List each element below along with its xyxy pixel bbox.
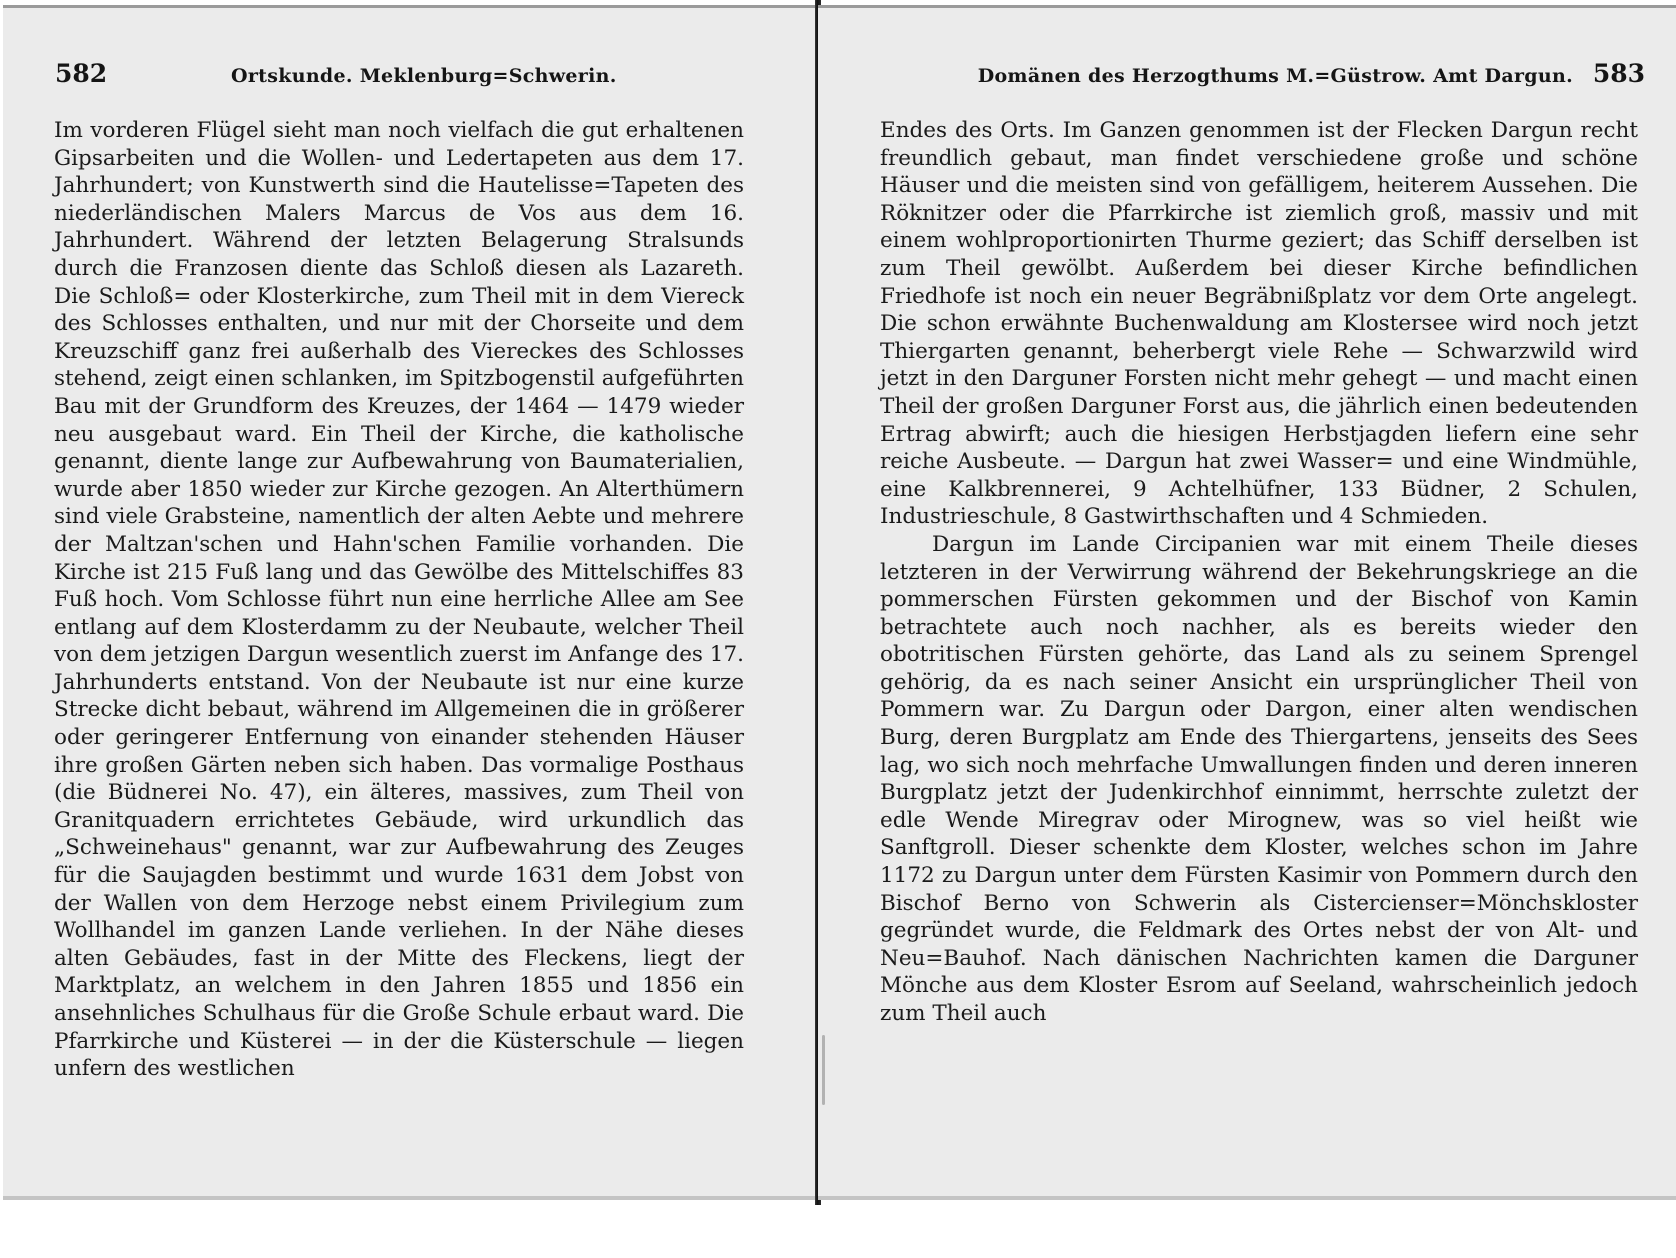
left-running-head: Ortskunde. Meklenburg=Schwerin. xyxy=(231,65,617,87)
left-page-number: 582 xyxy=(55,59,108,88)
page-edge-bottom xyxy=(818,1196,1676,1200)
page-edge-top xyxy=(818,5,1676,8)
right-page-body xyxy=(880,117,1638,1028)
right-paragraph-2: Dargun im Lande Circipanien war mit einem Theile dieses letzteren in der Verwirrung während der Bekehrungskriege an die pommerschen Fürsten gekommen und der Bischof von Kamin betrachtete auch noch nachher, als es bereits wieder den obotritischen Fürsten gehörte, das Land als zu seinem Sprengel gehörig, da es nach seiner Ansicht ein ursprünglicher Theil von Pommern war. Zu Dargun oder Dargon, einer alten wendischen Burg, deren Burgplatz am Ende des Thiergartens, jenseits des Sees lag, wo sich noch mehrfache Umwallungen finden und deren inneren Burgplatz jetzt der Judenkirchhof einnimmt, herrschte zuletzt der edle Wende Miregrav oder Mirognew, was so viel heißt wie Sanftgroll. Dieser schenkte dem Kloster, welches schon im Jahre 1172 zu Dargun unter dem Fürsten Kasimir von Pommern durch den Bischof Berno von Schwerin als Cistercienser=Mönchskloster gegründet wurde, die Feldmark des Ortes nebst der von Alt- und Neu=Bauhof. Nach dänischen Nachrichten kamen die Darguner Mönche aus dem Kloster Esrom auf Seeland, wahrscheinlich jedoch zum Theil auch xyxy=(880,531,1638,1026)
scan-smudge xyxy=(822,1035,825,1105)
right-page-header xyxy=(945,53,1645,93)
left-paragraph-1: Im vorderen Flügel sieht man noch vielfach die gut erhaltenen Gipsarbeiten und die Wollen- und Ledertapeten aus dem 17. Jahrhundert; von Kunstwerth sind die Hautelisse=Tapeten des niederländischen Malers Marcus de Vos aus dem 16. Jahrhundert. Während der letzten Belagerung Stralsunds durch die Franzosen diente das Schloß diesen als Lazareth. Die Schloß= oder Klosterkirche, zum Theil mit in dem Viereck des Schlosses enthalten, und nur mit der Chorseite und dem Kreuzschiff ganz frei außerhalb des Viereckes des Schlosses stehend, zeigt einen schlanken, im Spitzbogenstil aufgeführten Bau mit der Grundform des Kreuzes, der 1464 — 1479 wieder neu ausgebaut ward. Ein Theil der Kirche, die katholische genannt, diente lange zur Aufbewahrung von Baumaterialien, wurde aber 1850 wieder zur Kirche gezogen. An Alterthümern sind viele Grabsteine, namentlich der alten Aebte und mehrere der Maltzan'schen und Hahn'schen Familie vorhanden. Die Kirche ist 215 Fuß lang und das Gewölbe des Mittelschiffes 83 Fuß hoch. Vom Schlosse führt nun eine herrliche Allee am See entlang auf dem Klosterdamm zu der Neubaute, welcher Theil von dem jetzigen Dargun wesentlich zuerst im Anfange des 17. Jahrhunderts entstand. Von der Neubaute ist nur eine kurze Strecke dicht bebaut, während im Allgemeinen die in größerer oder geringerer Entfernung von einander stehenden Häuser ihre großen Gärten neben sich haben. Das vormalige Posthaus (die Büdnerei No. 47), ein älteres, massives, zum Theil von Granitquadern errichtetes Gebäude, wird urkundlich das „Schweinehaus" genannt, war zur Aufbewahrung des Zeuges für die Saujagden bestimmt und wurde 1631 dem Jobst von der Wallen von dem Herzoge nebst einem Privilegium zum Wollhandel im ganzen Lande verliehen. In der Nähe dieses alten Gebäudes, fast in der Mitte des Fleckens, liegt der Marktplatz, an welchem in den Jahren 1855 und 1856 ein ansehnliches Schulhaus für die Große Schule erbaut ward. Die Pfarrkirche und Küsterei — in der die Küsterschule — liegen unfern des westlichen xyxy=(54,118,744,1082)
right-running-head: Domänen des Herzogthums M.=Güstrow. Amt Dargun. xyxy=(977,65,1573,87)
left-page-body xyxy=(54,117,744,1083)
page-edge-top xyxy=(3,5,816,8)
right-page-number: 583 xyxy=(1592,59,1645,88)
left-page xyxy=(3,5,818,1200)
right-page xyxy=(818,5,1676,1200)
right-paragraph-1: Endes des Orts. Im Ganzen genommen ist der Flecken Dargun recht freundlich gebaut, man findet verschiedene große und schöne Häuser und die meisten sind von gefälligem, heiterem Aussehen. Die Röknitzer oder die Pfarrkirche ist ziemlich groß, massiv und mit einem wohlproportionirten Thurme geziert; das Schiff derselben ist zum Theil gewölbt. Außerdem bei dieser Kirche befindlichen Friedhofe ist noch ein neuer Begräbnißplatz vor dem Orte angelegt. Die schon erwähnte Buchenwaldung am Klostersee wird noch jetzt Thiergarten genannt, beherbergt viele Rehe — Schwarzwild wird jetzt in den Darguner Forsten nicht mehr gehegt — und macht einen Theil der großen Darguner Forst aus, die jährlich einen bedeutenden Ertrag abwirft; auch die hiesigen Herbstjagden liefern eine sehr reiche Ausbeute. — Dargun hat zwei Wasser= und eine Windmühle, eine Kalkbrennerei, 9 Achtelhüfner, 133 Büdner, 2 Schulen, Industrieschule, 8 Gastwirthschaften und 4 Schmieden. xyxy=(880,118,1638,530)
page-edge-bottom xyxy=(3,1196,816,1200)
left-page-header xyxy=(55,53,745,93)
